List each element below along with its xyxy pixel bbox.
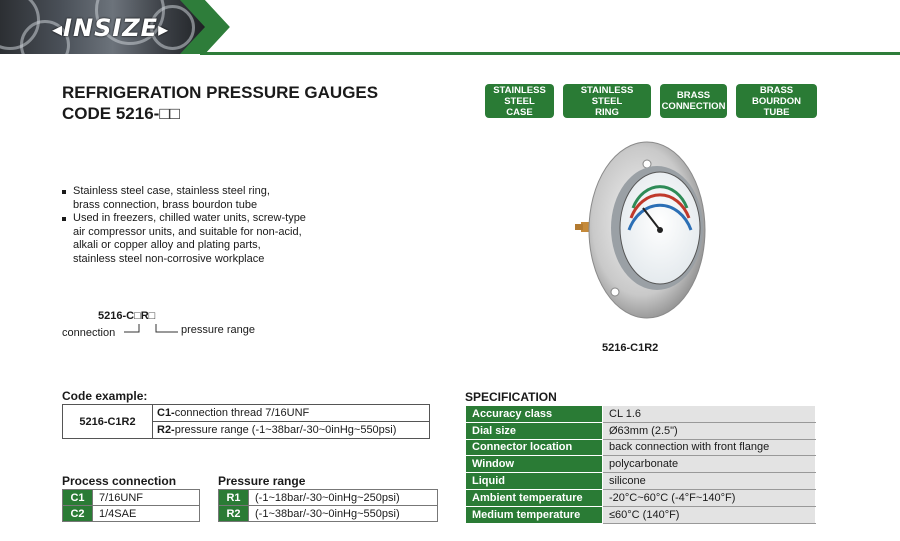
title-line-2: CODE 5216-□□: [62, 104, 180, 123]
table-row: Ambient temperature -20°C~60°C (-4°F~140°F): [466, 489, 816, 506]
code-example-heading: Code example:: [62, 389, 148, 403]
pressure-range-table: [218, 489, 438, 522]
badge-stainless-steel-case: STAINLESS STEEL CASE: [485, 84, 554, 118]
specification-table: [465, 405, 816, 524]
brand-logo: ◂INSIZE▸: [52, 14, 170, 42]
table-row: C1 7/16UNF: [63, 490, 200, 506]
badge-brass-connection: BRASS CONNECTION: [660, 84, 727, 118]
header-banner: [0, 0, 900, 56]
page-title: [62, 82, 378, 124]
process-connection-heading: Process connection: [62, 474, 177, 488]
table-row: Liquid silicone: [466, 473, 816, 490]
feature-list: [62, 185, 352, 266]
specification-heading: SPECIFICATION: [465, 390, 557, 404]
list-item: Used in freezers, chilled water units, screw-type air compressor units, and suitable for non-acid, alkali or copper alloy and plating parts, stainless steel non-corrosive workplace: [62, 212, 352, 266]
list-item: Stainless steel case, stainless steel ring, brass connection, brass bourdon tube: [62, 185, 352, 212]
code-example-key: 5216-C1R2: [63, 405, 153, 439]
pressure-range-label: pressure range: [181, 324, 255, 336]
table-row: Dial size Ø63mm (2.5"): [466, 422, 816, 439]
table-cell: R2-pressure range (-1~38bar/-30~0inHg~550psi): [153, 422, 430, 439]
code-diagram: [62, 310, 362, 350]
badge-stainless-steel-ring: STAINLESS STEEL RING: [563, 84, 651, 118]
code-example-table: [62, 404, 430, 439]
table-row: Connector location back connection with front flange: [466, 439, 816, 456]
connection-label: connection: [62, 327, 116, 339]
feature-badges: [485, 84, 817, 118]
process-connection-table: [62, 489, 200, 522]
logo-arrow-right-icon: ▸: [158, 17, 170, 41]
title-line-1: REFRIGERATION PRESSURE GAUGES: [62, 83, 379, 102]
table-row: Medium temperature ≤60°C (140°F): [466, 506, 816, 523]
table-row: [63, 405, 430, 422]
pressure-range-heading: Pressure range: [218, 474, 306, 488]
table-cell: C1-connection thread 7/16UNF: [153, 405, 430, 422]
logo-arrow-left-icon: ◂: [52, 17, 64, 41]
table-row: Accuracy class CL 1.6: [466, 406, 816, 423]
table-row: R2 (-1~38bar/-30~0inHg~550psi): [219, 506, 438, 522]
header-green-line: [200, 52, 900, 55]
code-pattern: 5216-C□R□: [98, 310, 156, 322]
product-caption: 5216-C1R2: [602, 342, 659, 354]
table-row: C2 1/4SAE: [63, 506, 200, 522]
table-row: R1 (-1~18bar/-30~0inHg~250psi): [219, 490, 438, 506]
badge-brass-bourdon-tube: BRASS BOURDON TUBE: [736, 84, 817, 118]
table-row: Window polycarbonate: [466, 456, 816, 473]
pressure-gauge-image: [545, 138, 735, 328]
